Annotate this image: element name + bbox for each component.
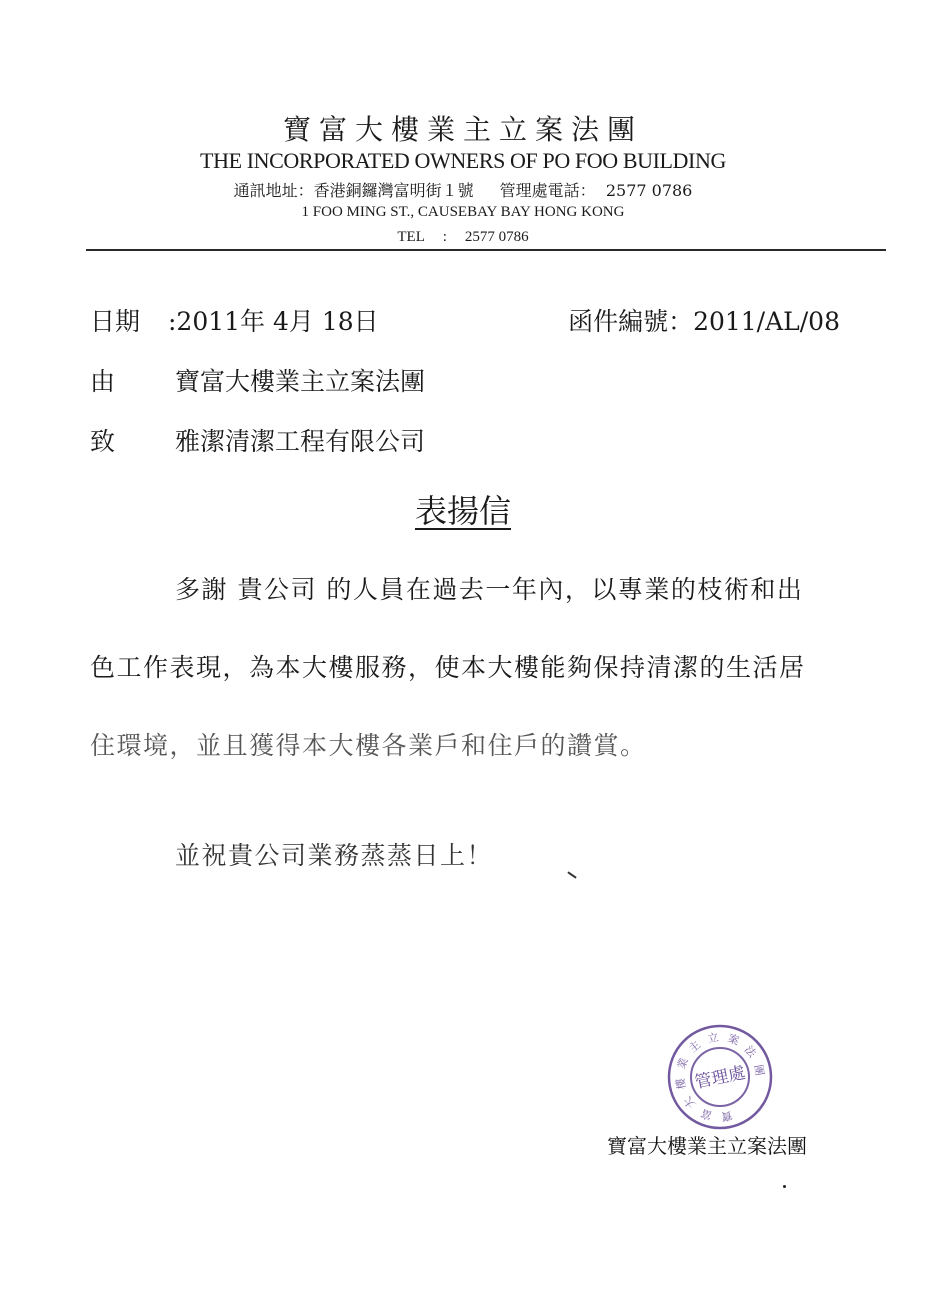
seal-ring-char: 主 bbox=[686, 1038, 704, 1056]
seal-ring-char: 大 bbox=[681, 1093, 699, 1111]
letter-title: 表揚信 bbox=[414, 492, 511, 530]
tel-separator: : bbox=[442, 229, 447, 245]
from-value: 寶富大樓業主立案法團 bbox=[175, 367, 426, 396]
stray-dot bbox=[783, 1185, 786, 1188]
address-chinese: 通訊地址：香港銅鑼灣富明街１號 bbox=[233, 181, 474, 200]
seal-ring-char: 團 bbox=[751, 1063, 767, 1077]
office-phone-label: 管理處電話： bbox=[499, 181, 596, 200]
seal-center-text: 管理處 bbox=[693, 1062, 748, 1094]
tel-label: TEL bbox=[397, 229, 425, 245]
telephone-line bbox=[0, 229, 926, 246]
reference-number: 函件編號：2011/AL/08 bbox=[568, 307, 840, 336]
org-name-english: THE INCORPORATED OWNERS OF PO FOO BUILDING bbox=[200, 148, 726, 173]
signature-organization: 寶富大樓業主立案法團 bbox=[607, 1134, 807, 1158]
seal-ring-char: 業 bbox=[674, 1056, 691, 1071]
seal-ring-char: 立 bbox=[706, 1030, 720, 1046]
body-line-2: 色工作表現，為本大樓服務，使本大樓能夠保持清潔的生活居 bbox=[90, 653, 806, 682]
address-chinese-line bbox=[0, 178, 926, 201]
letterhead-divider bbox=[86, 249, 886, 251]
date-value: :2011年 4月 18日 bbox=[168, 307, 379, 336]
seal-ring-char: 樓 bbox=[673, 1077, 689, 1091]
office-seal bbox=[665, 1022, 775, 1132]
closing-wish: 並祝貴公司業務蒸蒸日上！ bbox=[175, 841, 494, 870]
seal-ring-char: 案 bbox=[726, 1031, 741, 1048]
to-value: 雅潔清潔工程有限公司 bbox=[175, 427, 426, 456]
date-label: 日期 bbox=[90, 307, 141, 336]
tel-number: 2577 0786 bbox=[464, 229, 529, 245]
office-phone: 2577 0786 bbox=[605, 181, 693, 200]
body-line-3: 住環境，並且獲得本大樓各業戶和住戶的讚賞。 bbox=[90, 731, 647, 760]
seal-ring-char: 富 bbox=[699, 1106, 714, 1123]
org-name-chinese: 寶富大樓業主立案法團 bbox=[282, 113, 643, 146]
seal-ring-char: 寶 bbox=[720, 1108, 734, 1124]
from-label: 由 bbox=[90, 367, 116, 396]
address-english: 1 FOO MING ST., CAUSEBAY BAY HONG KONG bbox=[301, 204, 625, 220]
to-label: 致 bbox=[90, 427, 116, 456]
body-line-1: 多謝 貴公司 的人員在過去一年內，以專業的枝術和出 bbox=[175, 575, 804, 604]
seal-ring-char: 法 bbox=[741, 1043, 759, 1061]
stray-mark bbox=[567, 871, 576, 878]
